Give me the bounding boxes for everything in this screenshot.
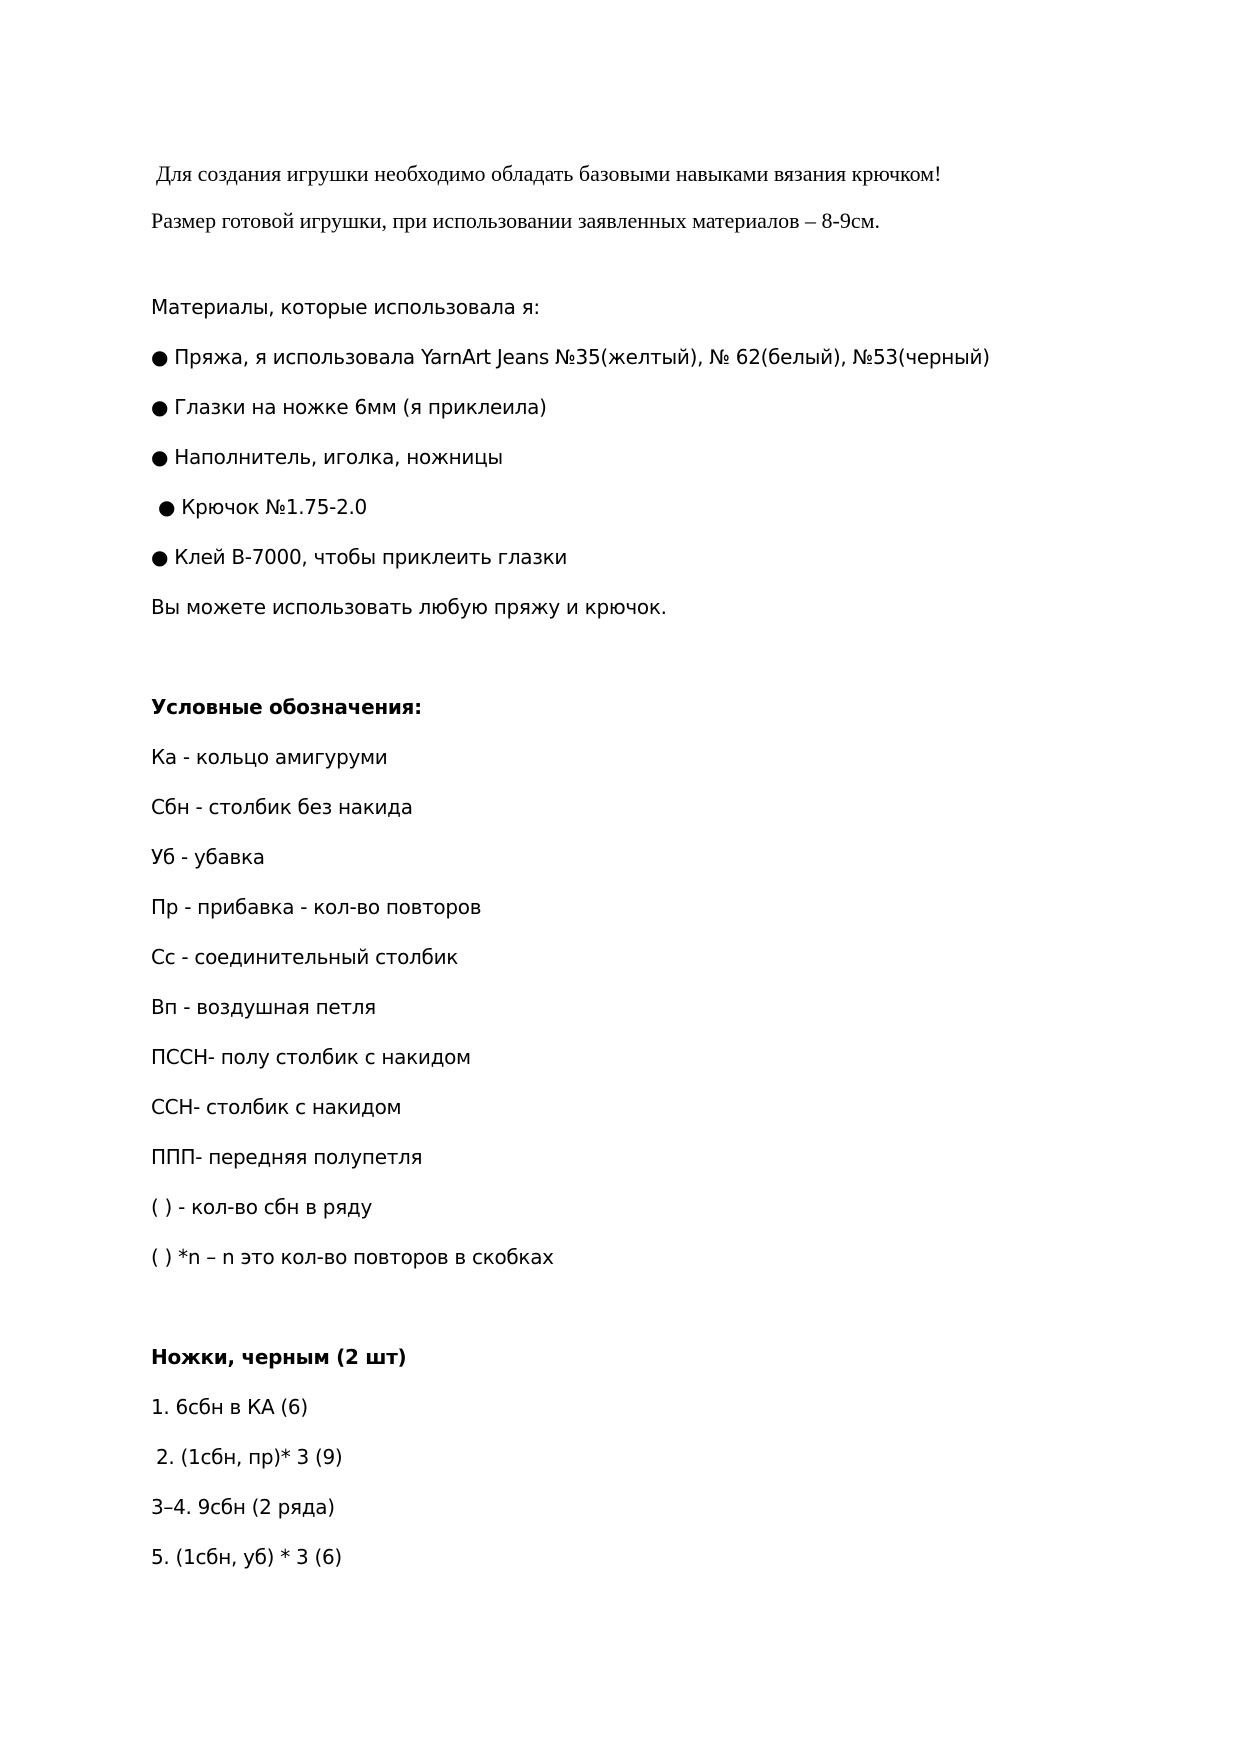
legend-section — [151, 682, 554, 1282]
legend-heading: Условные обозначения: — [151, 695, 422, 719]
pattern-row: 1. 6сбн в КА (6) — [151, 1395, 308, 1419]
legend-item: Сбн - столбик без накида — [151, 795, 413, 819]
intro-section — [151, 150, 941, 244]
legs-heading: Ножки, черным (2 шт) — [151, 1345, 407, 1369]
legend-item: Уб - убавка — [151, 845, 265, 869]
legend-item: ППП- передняя полупетля — [151, 1145, 423, 1169]
pattern-row: 3–4. 9сбн (2 ряда) — [151, 1495, 335, 1519]
legend-item: ( ) *n – n это кол-во повторов в скобках — [151, 1245, 554, 1269]
materials-note: Вы можете использовать любую пряжу и крючок. — [151, 595, 667, 619]
materials-section — [151, 282, 990, 632]
materials-heading: Материалы, которые использовала я: — [151, 295, 540, 319]
legend-item: Вп - воздушная петля — [151, 995, 376, 1019]
materials-item-yarn: ● Пряжа, я использовала YarnArt Jeans №35(желтый), № 62(белый), №53(черный) — [151, 345, 990, 369]
materials-item-glue: ● Клей B-7000, чтобы приклеить глазки — [151, 545, 568, 569]
materials-item-eyes: ● Глазки на ножке 6мм (я приклеила) — [151, 395, 547, 419]
materials-item-stuffing: ● Наполнитель, иголка, ножницы — [151, 445, 503, 469]
intro-skill-note: Для создания игрушки необходимо обладать базовыми навыками вязания крючком! — [156, 161, 942, 186]
pattern-row: 2. (1сбн, пр)* 3 (9) — [156, 1445, 343, 1469]
legend-item: ПССН- полу столбик с накидом — [151, 1045, 471, 1069]
intro-size-note: Размер готовой игрушки, при использовании заявленных материалов – 8-9см. — [151, 208, 881, 233]
materials-item-hook: ● Крючок №1.75-2.0 — [158, 495, 367, 519]
legend-item: ССН- столбик с накидом — [151, 1095, 402, 1119]
legend-item: Ка - кольцо амигуруми — [151, 745, 388, 769]
pattern-row: 5. (1сбн, уб) * 3 (6) — [151, 1545, 342, 1569]
legend-item: Сс - соединительный столбик — [151, 945, 459, 969]
legs-section — [151, 1332, 406, 1582]
legend-item: Пр - прибавка - кол-во повторов — [151, 895, 482, 919]
legend-item: ( ) - кол-во сбн в ряду — [151, 1195, 372, 1219]
